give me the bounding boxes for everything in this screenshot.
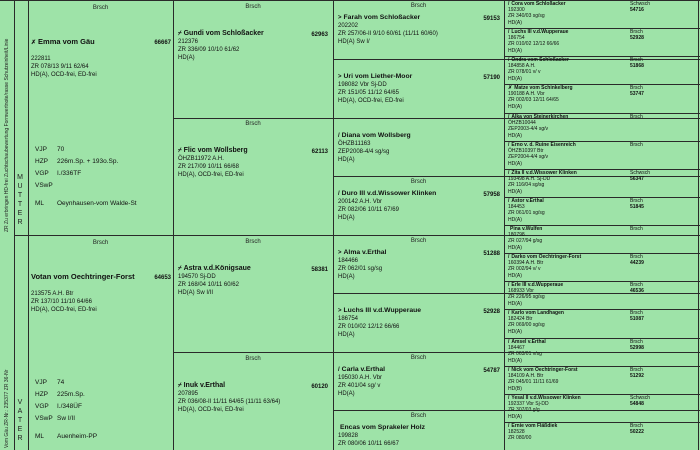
gen2-header — [178, 265, 328, 273]
gen4-header — [508, 29, 696, 35]
gen4-entry — [508, 170, 696, 197]
sire-performance — [35, 377, 171, 443]
gen4-name: Cora vom Schloßacker — [511, 1, 566, 7]
gen3-number: 57958 — [483, 192, 500, 198]
gen4-entry — [508, 142, 696, 169]
gen3-line: 184466 — [338, 258, 359, 264]
gen4-number: 54716 — [630, 7, 644, 13]
perf-value: Oeynhausen-vom Walde-St — [57, 200, 137, 207]
gen4-line: ZR 010/02 12/12 66/66 — [508, 41, 560, 48]
gen4-number: 51845 — [630, 204, 644, 210]
gen2-entry — [178, 265, 328, 297]
gen3-entry — [338, 424, 500, 448]
gen4-entry — [508, 114, 696, 141]
gen4-entry — [508, 395, 696, 422]
side-letter: V — [17, 399, 23, 406]
gen4-mark: / — [508, 423, 510, 429]
gen4-header — [508, 198, 696, 204]
gen2-brsch: Brsch — [245, 121, 261, 127]
perf-value: Auenheim-PP — [57, 433, 98, 440]
gen4-header — [508, 57, 696, 63]
gen3-line: 186754 — [338, 316, 359, 322]
gen4-name: Luchs III v.d.Wupperaue — [511, 29, 569, 35]
perf-value: 74 — [57, 379, 65, 386]
gen4-line: HD(A) — [508, 244, 522, 251]
gen3-line: ZR 401/04 sg/ v — [338, 383, 381, 389]
gen3-number: 54787 — [483, 368, 500, 374]
gen4-brsch: Brsch — [630, 254, 643, 260]
gen4-mark: / — [508, 170, 510, 176]
gen3-header — [338, 307, 500, 315]
gen4-name: Zita II v.d.Wissower Klinken — [511, 170, 577, 176]
gen3-entry — [338, 132, 500, 164]
gen4-name: Karlo vom Landhagen — [511, 310, 564, 316]
gen4-line: ÖHZB10397 Btr — [508, 148, 544, 155]
gen4-line: 160394 A.H. Btr — [508, 260, 544, 267]
gen2-entry — [178, 382, 328, 414]
gen3-line: HD(A) — [338, 215, 355, 221]
perf-key: VGP — [35, 403, 49, 410]
gen3-header — [338, 366, 500, 374]
gen4-entry — [508, 198, 696, 225]
gen4-entry — [508, 57, 696, 84]
sire-zr: ZR 137/10 11/10 64/66 — [31, 299, 92, 305]
gen4-line: 190188 A.H. Vbr — [508, 91, 545, 98]
grid-line — [333, 0, 334, 450]
gen2-line: HD(A) Sw I/II — [178, 290, 214, 296]
gen4-line: ZR 340/03 sg/sg — [508, 13, 545, 20]
gen4-entry — [508, 282, 696, 309]
mutter-vertical-label — [16, 173, 24, 227]
gen3-mark: / — [338, 367, 340, 373]
gen4-number: 51087 — [630, 316, 644, 322]
gen4-header — [508, 423, 696, 429]
side-letter: E — [17, 426, 23, 433]
gen2-line: 194570 Sj-DD — [178, 274, 216, 280]
gen2-line: ZR 036/08-II 11/11 64/65 (11/11 63/64) — [178, 399, 281, 405]
gen4-line: ZEP2003-4/4 sg/v — [508, 126, 549, 133]
gen4-line: ZR 080/00 — [508, 435, 532, 442]
gen2-header — [178, 382, 328, 390]
gen4-line: ZR 063/01 v/sg — [508, 351, 542, 358]
gen4-line: ZR 045/01 11/11 61/69 — [508, 379, 559, 386]
gen2-line: ZR 168/04 10/11 60/62 — [178, 282, 239, 288]
gen4-mark: / — [508, 367, 510, 373]
gen4-name: Matze vom Schinkelberg — [514, 85, 573, 91]
gen4-brsch: Schwsch — [630, 170, 651, 176]
gen2-entry — [178, 30, 328, 62]
gen3-number: 52928 — [483, 309, 500, 315]
grid-line — [173, 0, 174, 450]
dam-number: 66667 — [154, 40, 171, 46]
gen2-mark: ⌿ — [178, 31, 182, 37]
gen4-brsch: Brsch — [630, 57, 643, 63]
perf-value: I./348ÜF — [57, 403, 82, 410]
gen3-name: Duro III v.d.Wissower Klinken — [341, 190, 437, 197]
gen3-line: ZR 082/06 10/11 67/69 — [338, 207, 399, 213]
gen3-line: 199828 — [338, 433, 359, 439]
gen4-line: 184467 — [508, 345, 525, 352]
gen4-line: 184858 A.H. — [508, 63, 536, 70]
gen4-line: 182424 Btr — [508, 316, 533, 323]
gen4-mark: / — [508, 29, 510, 35]
gen2-name: Flic vom Wollsberg — [183, 147, 248, 154]
gen3-line: HD(A) — [338, 274, 355, 280]
gen4-header — [508, 1, 696, 7]
gen4-mark: / — [508, 310, 510, 316]
gen4-mark: / — [508, 198, 510, 204]
gen4-line: HD(A) — [508, 272, 522, 279]
gen3-line: 200142 A.H. Vbr — [338, 199, 383, 205]
gen3-name: Encas vom Sprakeler Holz — [340, 424, 425, 431]
gen4-line: ZR 027/94 g/sg — [508, 238, 543, 245]
gen3-number: 59153 — [483, 16, 500, 22]
gen4-header — [508, 142, 696, 148]
gen4-name: Alka von Steinerkirchen — [511, 114, 569, 120]
gen4-number: 54848 — [630, 401, 644, 407]
gen3-line: HD(A) — [338, 332, 355, 338]
gen4-number: 53747 — [630, 91, 644, 97]
dam-name: Emma vom Gäu — [38, 37, 95, 46]
gen4-entry — [508, 226, 696, 253]
gen2-name: Gundi vom Schloßacker — [183, 30, 264, 37]
gen3-line: ZR 010/02 12/12 66/66 — [338, 324, 400, 330]
gen4-name: Erle III v.d.Wupperaue — [511, 282, 564, 288]
gen4-number: 46536 — [630, 288, 644, 294]
perf-key: ML — [35, 433, 45, 440]
gen4-entry — [508, 254, 696, 281]
gen4-mark: / — [508, 254, 510, 260]
gen4-header — [508, 282, 696, 288]
gen3-name: Carla v.Erthal — [341, 366, 385, 373]
gen4-name: Yesal II v.d.Wissower Klinken — [511, 395, 581, 401]
gen4-line: 168933 Vbr — [508, 288, 534, 295]
perf-key: VGP — [35, 170, 49, 177]
perf-key: VJP — [35, 379, 47, 386]
gen4-brsch: Schwsch — [630, 395, 651, 401]
gen4-brsch: Brsch — [630, 282, 643, 288]
gen2-mark: ⌿ — [178, 266, 182, 272]
gen4-number: 52928 — [630, 35, 644, 41]
gen4-name: Pina v.Wulfen — [510, 226, 543, 232]
gen4-line: HD(A) — [508, 357, 522, 364]
gen4-brsch: Brsch — [630, 367, 643, 373]
gen4-line: HD(A) — [508, 216, 522, 223]
dam-brsch: Brsch — [92, 5, 109, 11]
gen2-mark: ⌿ — [178, 383, 182, 389]
gen4-entry — [508, 1, 696, 28]
gen4-number: 52998 — [630, 345, 644, 351]
gen4-brsch: Brsch — [630, 423, 643, 429]
gen2-line: ÖHZB11972 A.H. — [178, 156, 224, 162]
gen4-name: Darko vom Oechtringer-Forst — [511, 254, 582, 260]
gen4-entry — [508, 339, 696, 366]
gen4-line: ZR 002/94 v/ v — [508, 266, 541, 273]
gen2-line: HD(A), OCD-frei, ED-frei — [178, 172, 244, 178]
gen3-mark: > — [338, 250, 342, 256]
sire-name: Votan vom Oechtringer-Forst — [31, 272, 135, 281]
gen4-number: 44239 — [630, 260, 644, 266]
gen4-mark: / — [508, 1, 510, 7]
gen2-line: 212376 — [178, 39, 199, 45]
gen4-header — [508, 367, 696, 373]
gen4-number: 51868 — [630, 63, 644, 69]
gen4-mark: ✗ — [508, 85, 513, 91]
grid-line — [14, 0, 15, 450]
gen2-line: HD(A) — [178, 55, 195, 61]
side-letter: M — [17, 174, 23, 181]
side-letter: E — [17, 210, 23, 217]
gen2-number: 62963 — [311, 32, 328, 38]
gen3-header — [338, 424, 500, 432]
side-caption-bottom: Vom Gäu ZR-Nr.: 235377 ZR 36-Nr — [4, 369, 10, 448]
gen4-brsch: Brsch — [630, 114, 643, 120]
gen4-mark: / — [508, 395, 510, 401]
side-letter: T — [17, 192, 23, 199]
gen4-header — [508, 395, 696, 401]
gen4-number: 51292 — [630, 373, 644, 379]
gen2-brsch: Brsch — [245, 4, 261, 10]
side-caption-top: ZR Zu erbringen HD-frei Zuchtschaubewertung Formwertnote/rasse Schutzeinheit/Linie — [4, 38, 10, 232]
gen3-entry — [338, 14, 500, 46]
gen3-mark: > — [338, 15, 342, 21]
gen2-name: Astra v.d.Königsaue — [183, 265, 251, 272]
gen3-entry — [338, 307, 500, 339]
dam-hd: HD(A), OCD-frei, ED-frei — [31, 72, 97, 78]
dam-entry — [31, 38, 171, 79]
gen2-line: HD(A), OCD-frei, ED-frei — [178, 407, 244, 413]
gen3-name: Farah vom Schloßacker — [343, 14, 421, 21]
grid-line — [28, 0, 29, 450]
gen4-name: Amsel v.Erthal — [511, 339, 546, 345]
perf-key: VSwP — [35, 182, 53, 189]
side-letter: A — [17, 408, 23, 415]
perf-value: Sw I/II — [57, 415, 76, 422]
gen4-line: ZR 307/03 g/g — [508, 407, 540, 414]
gen4-line: HD(A) — [508, 160, 522, 167]
gen4-brsch: Brsch — [630, 198, 643, 204]
perf-key: ML — [35, 200, 45, 207]
gen4-name: Ernie vom Fläßdiek — [511, 423, 558, 429]
gen4-mark: / — [508, 339, 510, 345]
side-letter: R — [17, 219, 23, 226]
gen3-line: HD(A), OCD-frei, ED-frei — [338, 98, 404, 104]
sire-number: 64653 — [154, 275, 171, 281]
gen4-brsch: Schwsch — [630, 1, 651, 7]
gen4-header — [508, 226, 696, 232]
gen3-line: ZR 062/01 sg/sg — [338, 266, 383, 272]
gen4-line: 184453 — [508, 204, 525, 211]
gen4-entry — [508, 367, 696, 394]
gen4-line: HD(A) — [508, 413, 522, 420]
gen4-number: 56347 — [630, 176, 644, 182]
gen4-line: ÖHZB10044 — [508, 120, 536, 127]
gen4-entry — [508, 310, 696, 337]
gen3-name: Alma v.Erthal — [343, 249, 387, 256]
side-letter: T — [17, 417, 23, 424]
perf-value: 70 — [57, 146, 65, 153]
gen4-header — [508, 254, 696, 260]
gen3-mark: > — [338, 74, 342, 80]
gen4-entry — [508, 423, 696, 450]
gen4-line: 192337 Vbr Sj-DD — [508, 401, 549, 408]
gen4-mark: / — [508, 282, 510, 288]
gen2-entry — [178, 147, 328, 179]
gen4-line: HD(A) — [508, 19, 522, 26]
gen4-line: ZEP2004-4/4 sg/v — [508, 154, 549, 161]
sire-brsch: Brsch — [92, 240, 109, 246]
gen3-number: 57190 — [483, 75, 500, 81]
gen3-line: HD(A) — [338, 391, 355, 397]
gen3-mark: > — [338, 308, 342, 314]
gen4-mark: / — [508, 114, 510, 120]
gen2-number: 62113 — [311, 149, 328, 155]
gen4-line: ZR 116/04 sg/sg — [508, 182, 545, 189]
gen4-line: 180798 — [508, 232, 525, 239]
gen3-line: HD(A) — [338, 157, 355, 163]
vater-vertical-label — [16, 398, 24, 443]
gen3-name: Luchs III v.d.Wupperaue — [343, 307, 422, 314]
gen3-mark: / — [338, 133, 340, 139]
gen3-header — [338, 14, 500, 22]
gen3-mark: / — [338, 191, 340, 197]
gen4-name: Nick vom Oechtringer-Forst — [511, 367, 578, 373]
gen3-header — [338, 132, 500, 140]
gen2-brsch: Brsch — [245, 356, 261, 362]
perf-key: HZP — [35, 158, 48, 165]
side-letter: R — [17, 435, 23, 442]
gen3-line: ZEP2008-4/4 sg/sg — [338, 149, 390, 155]
gen4-brsch: Brsch — [630, 29, 643, 35]
gen4-brsch: Brsch — [630, 142, 643, 148]
gen4-line: ZR 061/01 sg/sg — [508, 210, 545, 217]
gen4-mark: / — [508, 57, 510, 63]
gen3-brsch: Brsch — [410, 355, 427, 361]
gen4-line: HD(A) — [508, 103, 522, 110]
gen2-mark: ⌿ — [178, 148, 182, 154]
gen3-brsch: Brsch — [410, 413, 427, 419]
gen3-line: HD(A) Sw I/ — [338, 39, 370, 45]
gen4-number: 50222 — [630, 429, 644, 435]
gen4-line: 192300 — [508, 7, 525, 14]
sire-reg: 213575 A.H. Btr — [31, 291, 74, 297]
gen3-name: Diana vom Wollsberg — [341, 132, 411, 139]
gen4-header — [508, 170, 696, 176]
gen4-brsch: Brsch — [630, 85, 643, 91]
gen4-line: HD(A) — [508, 47, 522, 54]
gen3-header — [338, 73, 500, 81]
gen3-entry — [338, 366, 500, 398]
gen2-line: 207895 — [178, 391, 199, 397]
gen4-line: ZR 069/00 sg/sg — [508, 322, 545, 329]
dam-reg: 222811 — [31, 56, 51, 62]
sire-hd: HD(A), OCD-frei, ED-frei — [31, 307, 97, 313]
gen4-brsch: Brsch — [630, 226, 643, 232]
gen4-line: HD(B) — [508, 385, 522, 392]
gen4-name: Astor v.Erthal — [511, 198, 544, 204]
gen3-line: 195030 A.H. Vbr — [338, 375, 383, 381]
gen3-line: ZR 080/06 10/11 66/67 — [338, 441, 399, 447]
gen4-line: 186754 — [508, 35, 525, 42]
gen4-name: Erno v. d. Ruine Eisenreich — [511, 142, 576, 148]
gen4-entry — [508, 85, 696, 112]
gen4-header — [508, 85, 696, 91]
gen3-brsch: Brsch — [410, 179, 427, 185]
gen4-brsch: Brsch — [630, 310, 643, 316]
gen3-line: ZR 257/06-II 9/10 60/61 (11/11 60/60) — [338, 31, 438, 37]
gen2-header — [178, 147, 328, 155]
gen4-header — [508, 310, 696, 316]
sire-entry — [31, 273, 171, 314]
gen3-entry — [338, 249, 500, 281]
gen4-line: ZR 002/03 12/11 64/65 — [508, 97, 559, 104]
gen4-brsch: Brsch — [630, 339, 643, 345]
gen2-line: ZR 217/09 10/11 66/68 — [178, 164, 239, 170]
gen3-name: Uri vom Liether-Moor — [343, 73, 413, 80]
gen4-line: HD(A) — [508, 75, 522, 82]
gen4-line: 182528 — [508, 429, 525, 436]
gen4-line: 193498 A.H. Sj-DD — [508, 176, 551, 183]
gen2-line: ZR 336/09 10/10 61/62 — [178, 47, 240, 53]
gen2-header — [178, 30, 328, 38]
dam-zr: ZR 078/13 9/11 62/64 — [31, 64, 89, 70]
gen3-header — [338, 190, 500, 198]
gen4-line: HD(A) — [508, 132, 522, 139]
gen4-line: ZR 078/01 v/ v — [508, 69, 541, 76]
gen3-line: ZR 151/05 11/12 64/65 — [338, 90, 399, 96]
dam-mark: ✗ — [31, 40, 37, 46]
gen4-mark: / — [508, 142, 510, 148]
perf-value: I./336TF — [57, 170, 82, 177]
gen3-line: 198082 Vbr Sj-DD — [338, 82, 387, 88]
gen4-header — [508, 114, 696, 120]
gen2-number: 60120 — [311, 384, 328, 390]
gen4-entry — [508, 29, 696, 56]
gen2-name: Inuk v.Erthal — [183, 382, 226, 389]
gen2-number: 58381 — [311, 267, 328, 273]
gen2-brsch: Brsch — [245, 239, 261, 245]
dam-performance — [35, 144, 171, 210]
gen4-line: ZR 226/95 sg/sg — [508, 294, 545, 301]
side-letter: T — [17, 201, 23, 208]
perf-value: 225m.Sp. — [57, 391, 85, 398]
gen4-line: HD(A) — [508, 188, 522, 195]
gen3-entry — [338, 190, 500, 222]
gen4-name: Ondra vom Schloßacker — [511, 57, 569, 63]
perf-value: 226m.Sp. + 193o.Sp. — [57, 158, 119, 165]
gen3-brsch: Brsch — [410, 3, 427, 9]
gen4-line: 184109 A.H. Btr — [508, 373, 544, 380]
side-letter: U — [17, 183, 23, 190]
gen4-line: HD(A) — [508, 328, 522, 335]
gen4-header — [508, 339, 696, 345]
gen3-number: 51288 — [483, 251, 500, 257]
gen3-line: ÖHZB11163 — [338, 141, 371, 147]
perf-key: VSwP — [35, 415, 53, 422]
perf-key: HZP — [35, 391, 48, 398]
gen4-line: HD(A) — [508, 300, 522, 307]
perf-key: VJP — [35, 146, 47, 153]
gen3-entry — [338, 73, 500, 105]
gen3-line: 202202 — [338, 23, 359, 29]
gen3-header — [338, 249, 500, 257]
gen3-brsch: Brsch — [410, 238, 427, 244]
